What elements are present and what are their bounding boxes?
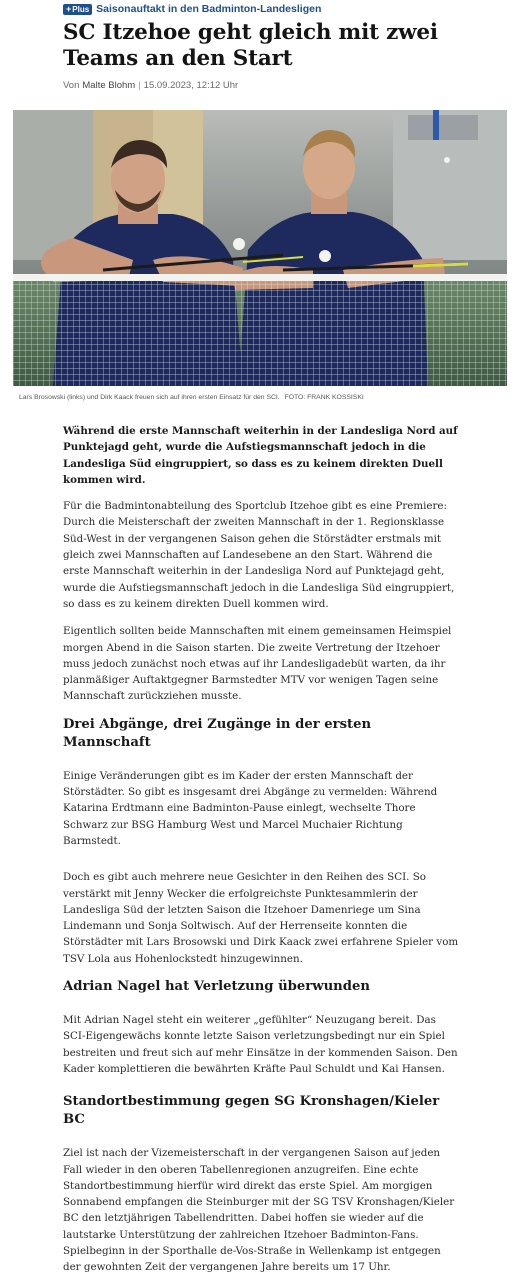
article-header: [63, 3, 503, 91]
subheading-standortbestimmung: Standortbestimmung gegen SG Kronshagen/Kieler BC: [63, 1094, 440, 1128]
article-lead: Während die erste Mannschaft weiterhin in der Landesliga Nord auf Punktejagd geht, wurde die Aufstiegsmannschaft jedoch in die Landesliga Süd eingruppiert, so dass es zu keinem direkten Duell kommen wird.: [63, 425, 458, 486]
article-title: SC Itzehoe geht gleich mit zwei Teams an den Start: [63, 20, 438, 71]
article-photo[interactable]: [13, 110, 507, 386]
subheading-departures: Drei Abgänge, drei Zugänge in der ersten Mannschaft: [63, 716, 372, 750]
subheading-adrian-nagel: Adrian Nagel hat Verletzung überwunden: [63, 979, 370, 995]
paragraph-6: Ziel ist nach der Vizemeisterschaft in der vergangenen Saison auf jeden Fall wieder in den oberen Tabellenregionen anzugreifen. Eine echte Standortbestimmung hierfür wird direkt das erste Spiel. Am morgigen Sonnabend empfangen die Steinburger mit der SG TSV Kronshagen/Kieler BC den letztjährigen Tabellendritten. Dabei hoffen sie wieder auf die lautstarke Unterstützung der zahlreichen Itzehoer Badminton-Fans. Spielbeginn in der Sporthalle de-Vos-Straße in Wellenkamp ist entgegen der gewohnten Zeit der vergangenen Jahre bereits um 17 Uhr.: [63, 1147, 455, 1274]
plus-badge-label: Plus: [72, 4, 90, 14]
kicker-text: Saisonauftakt in den Badminton-Landesligen: [96, 3, 322, 15]
caption-text: Lars Brosowski (links) und Dirk Kaack freuen sich auf ihren ersten Einsatz für den SCI.: [19, 394, 280, 401]
paragraph-1: Für die Badmintonabteilung des Sportclub Itzehoe gibt es eine Premiere: Durch die Meisterschaft der zweiten Mannschaft in der 1. Regionsklasse Süd-West in der vergangenen Saison gehen die Störstädter erstmals mit gleich zwei Mannschaften auf Landesebene an den Start. Während die erste Mannschaft weiterhin in der Landesliga Nord auf Punktejagd geht, wurde die Aufstiegsmannschaft jedoch in die Landesliga Süd eingruppiert, so dass es zu keinem direkten Duell kommen wird.: [63, 500, 455, 610]
badminton-players-photo: [13, 110, 507, 386]
paragraph-3: Einige Veränderungen gibt es im Kader der ersten Mannschaft der Störstädter. So gibt es insgesamt drei Abgänge zu vermelden: Während Katarina Erdtmann eine Badminton-Pause einlegt, wechselte Thore Schwarz zur BSG Hamburg West und Marcel Muchaier Richtung Barmstedt.: [63, 769, 438, 847]
paragraph-5: Mit Adrian Nagel steht ein weiterer „gefühlter“ Neuzugang bereit. Das SCI-Eigengewächs konnte letzte Saison verletzungsbedingt nur ein Spiel bestreiten und freut sich auf mehr Einsätze in der kommenden Saison. Den Kader komplettieren die bewährten Kräfte Paul Schuldt und Kai Hansen.: [63, 1014, 458, 1075]
photo-credit: FOTO: FRANK KOSSISKI: [284, 394, 364, 401]
article-kicker: [63, 3, 503, 15]
paragraph-2: Eigentlich sollten beide Mannschaften mit einem gemeinsamen Heimspiel morgen Abend in die Saison starten. Die zweite Vertretung der Itzehoer muss jedoch zunächst noch etwas auf ihr Landesligadebüt warten, da ihr planmäßiger Auftaktgegner Barmstedter MTV vor wenigen Tagen seine Mannschaft zurückziehen musste.: [63, 625, 452, 703]
byline: [63, 80, 503, 91]
photo-caption: [19, 393, 499, 402]
plus-icon: +: [66, 3, 72, 14]
plus-badge: [63, 4, 92, 15]
article-body: [63, 423, 459, 1276]
byline-prefix: Von: [63, 80, 80, 91]
paragraph-4: Doch es gibt auch mehrere neue Gesichter in den Reihen des SCI. So verstärkt mit Jenny Wecker die erfolgreichste Punktesammlerin der Landesliga Süd der letzten Saison die Itzehoer Damenriege um Sina Lindemann und Sonja Soltwisch. Auf der Herrenseite konnten die Störstädter mit Lars Brosowski und Dirk Kaack zwei erfahrene Spieler vom TSV Lola aus Hohenlockstedt hinzugewinnen.: [63, 871, 459, 965]
publish-date: 15.09.2023, 12:12 Uhr: [143, 80, 239, 91]
author-link[interactable]: Malte Blohm: [82, 80, 136, 91]
byline-separator: |: [138, 80, 141, 91]
